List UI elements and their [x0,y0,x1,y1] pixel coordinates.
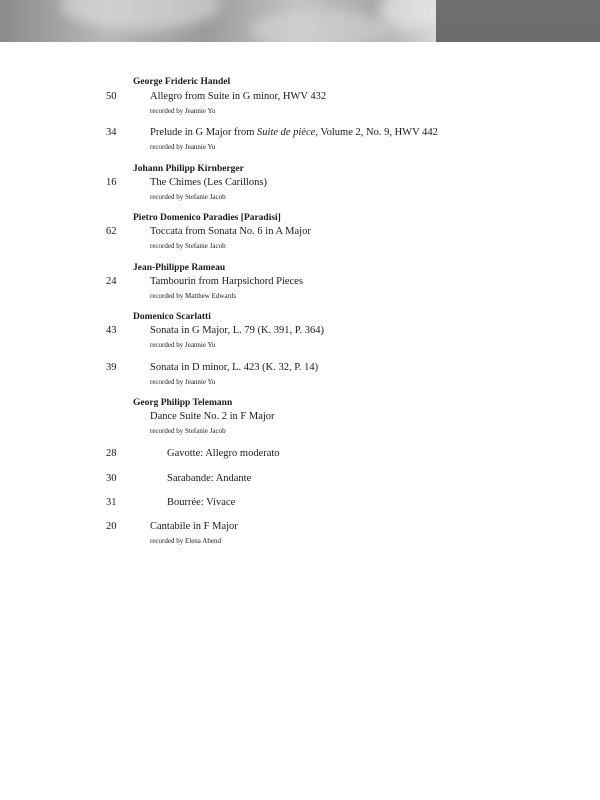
composer-name: Johann Philipp Kirnberger [133,164,244,174]
piece-title: Sonata in G Major, L. 79 (K. 391, P. 364) [150,325,324,336]
recording-credit: recorded by Jeannie Yu [150,341,216,349]
movement-title: Bourrée: Vivace [167,497,236,508]
page-number: 16 [106,177,117,188]
page-number: 39 [106,362,117,373]
recording-credit: recorded by Stefanie Jacob [150,193,226,201]
page-number: 28 [106,448,117,459]
piece-title-italic: Suite de pièce [257,127,316,138]
recording-credit: recorded by Stefanie Jacob [150,427,226,435]
recording-credit: recorded by Jeannie Yu [150,378,216,386]
composer-name: Georg Philipp Telemann [133,398,233,408]
piece-title: Sonata in D minor, L. 423 (K. 32, P. 14) [150,362,319,373]
recording-credit: recorded by Jeannie Yu [150,107,216,115]
recording-credit: recorded by Elena Abend [150,537,221,545]
composer-name: Domenico Scarlatti [133,312,211,322]
composer-name: Jean-Philippe Rameau [133,263,226,273]
page-number: 34 [106,127,117,138]
piece-title: Cantabile in F Major [150,521,238,532]
piece-title: Toccata from Sonata No. 6 in A Major [150,226,311,237]
movement-title: Gavotte: Allegro moderato [167,448,280,459]
piece-title-part: Prelude in G Major from [150,127,258,138]
page-number: 30 [106,473,117,484]
piece-title: Dance Suite No. 2 in F Major [150,411,275,422]
page-number: 62 [106,226,117,237]
recording-credit: recorded by Matthew Edwards [150,292,237,300]
recording-credit: recorded by Jeannie Yu [150,143,216,151]
piece-title-part: , Volume 2, No. 9, HWV 442 [315,127,438,138]
composer-name: George Frideric Handel [133,77,231,87]
page-number: 20 [106,521,117,532]
piece-title: Allegro from Suite in G minor, HWV 432 [150,91,327,102]
recording-credit: recorded by Stefanie Jacob [150,242,226,250]
composer-name: Pietro Domenico Paradies [Paradisi] [133,213,281,223]
piece-title: The Chimes (Les Carillons) [150,177,267,188]
piece-title: Tambourin from Harpsichord Pieces [150,276,303,287]
movement-title: Sarabande: Andante [167,473,252,484]
piece-title [150,127,438,138]
page-number: 50 [106,91,117,102]
page-number: 43 [106,325,117,336]
page-number: 31 [106,497,117,508]
page-number: 24 [106,276,117,287]
